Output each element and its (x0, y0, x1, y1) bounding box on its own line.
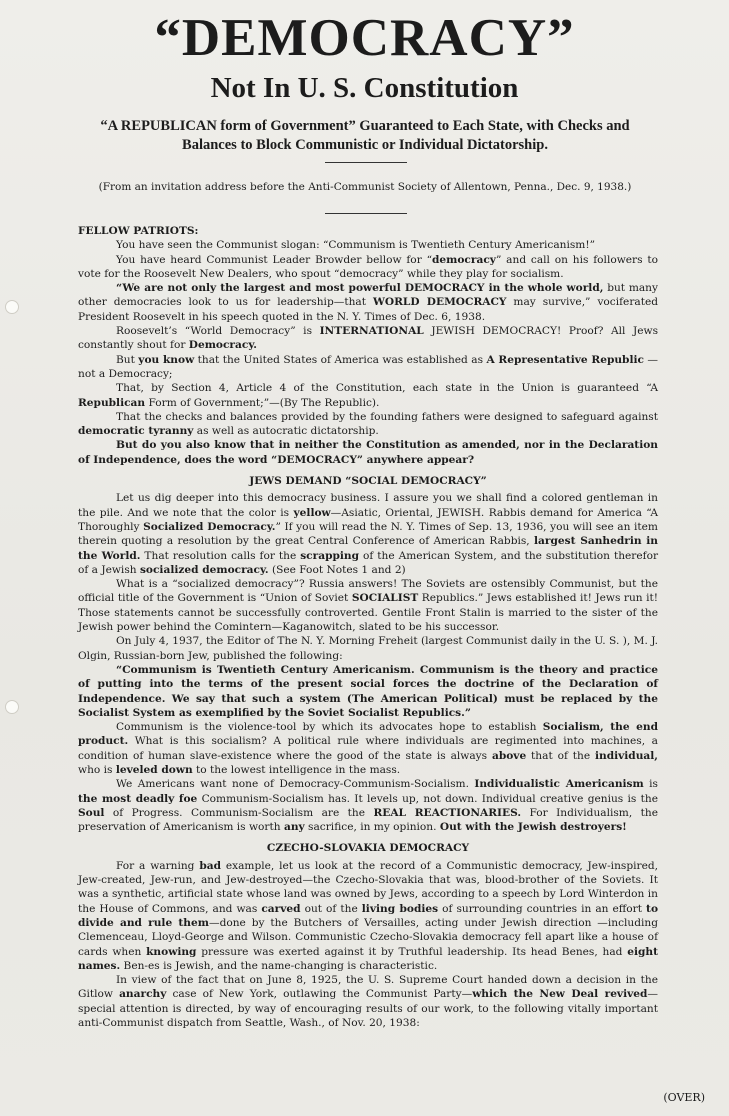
paragraph: Communism is the violence-tool by which its advocates hope to establish Socialism, the end product. What is this socialism? A political rule where individuals are regimented into machines, a condition of human slave-existence where the good of the state is always above that of the individual, who is leveled down to the lowest intelligence in the mass. (78, 721, 659, 776)
paragraph: “We are not only the largest and most powerful DEMOCRACY in the whole world, but many other democracies look to us for leadership—that WORLD DEMOCRACY may survive,” vociferated President Roosevelt in his speech quoted in the N. Y. Times of Dec. 6, 1938. (78, 282, 659, 323)
page-turn-note: (OVER) (663, 1091, 705, 1104)
punch-hole (5, 300, 19, 314)
salutation: FELLOW PATRIOTS: (78, 225, 199, 237)
subheadline: Not In U. S. Constitution (210, 72, 519, 104)
paragraph: You have heard Communist Leader Browder bellow for “democracy” and call on his followers to vote for the Roosevelt New Dealers, who spout “democracy” while they play for socialism. (78, 253, 659, 280)
headline: “DEMOCRACY” (154, 9, 575, 67)
paragraph: What is a “socialized democracy”? Russia answers! The Soviets are ostensibly Communist, but the official title of the Government is “Union of Soviet SOCIALIST Republics.” Jews established it! Jews run it! Those statements cannot be successfully controverted. Gentile Front Stalin is married to the sister of the Jewish power behind the Comintern—Kaganowitch, slated to be his successor. (78, 578, 659, 634)
source-note: (From an invitation address before the Anti-Communist Society of Allentown, Penna., Dec. 9, 1938.) (98, 181, 632, 193)
paragraph: Roosevelt’s “World Democracy” is INTERNATIONAL JEWISH DEMOCRACY! Proof? All Jews constantly shout for Democracy. (78, 325, 659, 352)
paragraph: On July 4, 1937, the Editor of The N. Y. Morning Freheit (largest Communist daily in the U. S. ), M. J. Olgin, Russian-born Jew, published the following: (78, 635, 658, 662)
divider (325, 162, 407, 163)
paragraph: Let us dig deeper into this democracy business. I assure you we shall find a colored gentleman in the pile. And we note that the color is yellow—Asiatic, Oriental, JEWISH. Rabbis demand for America “A Thoroughly Socialized Democracy.” If you will read the N. Y. Times of Sep. 13, 1936, you will see an item therein quoting a resolution by the great Central Conference of American Rabbis, largest Sanhedrin in the World. That resolution calls for the scrapping of the American System, and the substitution therefor of a Jewish socialized democracy. (See Foot Notes 1 and 2) (78, 492, 659, 576)
paragraph: That, by Section 4, Article 4 of the Constitution, each state in the Union is guaranteed “A Republican Form of Government;”—(By The Republic). (78, 382, 658, 409)
paragraph: You have seen the Communist slogan: “Communism is Twentieth Century Americanism!” (116, 239, 596, 252)
divider (325, 213, 407, 214)
paragraph: We Americans want none of Democracy-Communism-Socialism. Individualistic Americanism is the most deadly foe Communism-Socialism has. It levels up, not down. Individual creative genius is the Soul of Progress. Communism-Socialism are the REAL REACTIONARIES. For Individualism, the preservation of Americanism is worth any sacrifice, in my opinion. Out with the Jewish destroyers! (78, 778, 658, 834)
paragraph: For a warning bad example, let us look at the record of a Communistic democracy, Jew-inspired, Jew-created, Jew-run, and Jew-destroyed—the Czecho-Slovakia that was, blood-brother of the Soviets. It was a synthetic, artificial state whose land was owned by Jews, according to a speech by Lord Winterdon in the House of Commons, and was carved out of the living bodies of surrounding countries in an effort to divide and rule them—done by the Butchers of Versailles, acting under Jewish direction —including Clemenceau, Lloyd-George and Wilson. Communistic Czecho-Slovakia democracy fell apart like a house of cards when knowing pressure was exerted against it by Truthful leadership. Its head Benes, had eight names. Ben-es is Jewish, and the name-changing is characteristic. (78, 859, 659, 972)
paragraph: But you know that the United States of America was established as A Representative Republic —not a Democracy; (78, 353, 658, 380)
paragraph: That the checks and balances provided by the founding fathers were designed to safeguard against democratic tyranny as well as autocratic dictatorship. (78, 410, 658, 438)
paragraph: In view of the fact that on June 8, 1925, the U. S. Supreme Court handed down a decision in the Gitlow anarchy case of New York, outlawing the Communist Party—which the New Deal revived— special attention is directed, by way of encouraging results of our work, to the following vitally important anti-Communist dispatch from Seattle, Wash., of Nov. 20, 1938: (78, 974, 659, 1030)
punch-hole (5, 700, 19, 714)
article-body (78, 224, 658, 1030)
deck (60, 117, 670, 155)
deck-line: “A REPUBLICAN form of Government” Guaranteed to Each State, with Checks and (100, 118, 630, 134)
section-heading: CZECHO-SLOVAKIA DEMOCRACY (266, 842, 470, 855)
quote: “Communism is Twentieth Century Americanism. Communism is the theory and practice of putting into the terms of the present social forces the doctrine of the Declaration of Independence. We say that such a system (The American Political) must be replaced by the Socialist System as exemplified by the Soviet Socialist Republics.” (78, 663, 658, 719)
deck-line: Balances to Block Communistic or Individual Dictatorship. (182, 137, 548, 153)
paragraph: But do you also know that in neither the Constitution as amended, nor in the Declaration of Independence, does the word “DEMOCRACY” anywhere appear? (78, 439, 658, 466)
section-heading: JEWS DEMAND “SOCIAL DEMOCRACY” (249, 475, 487, 488)
